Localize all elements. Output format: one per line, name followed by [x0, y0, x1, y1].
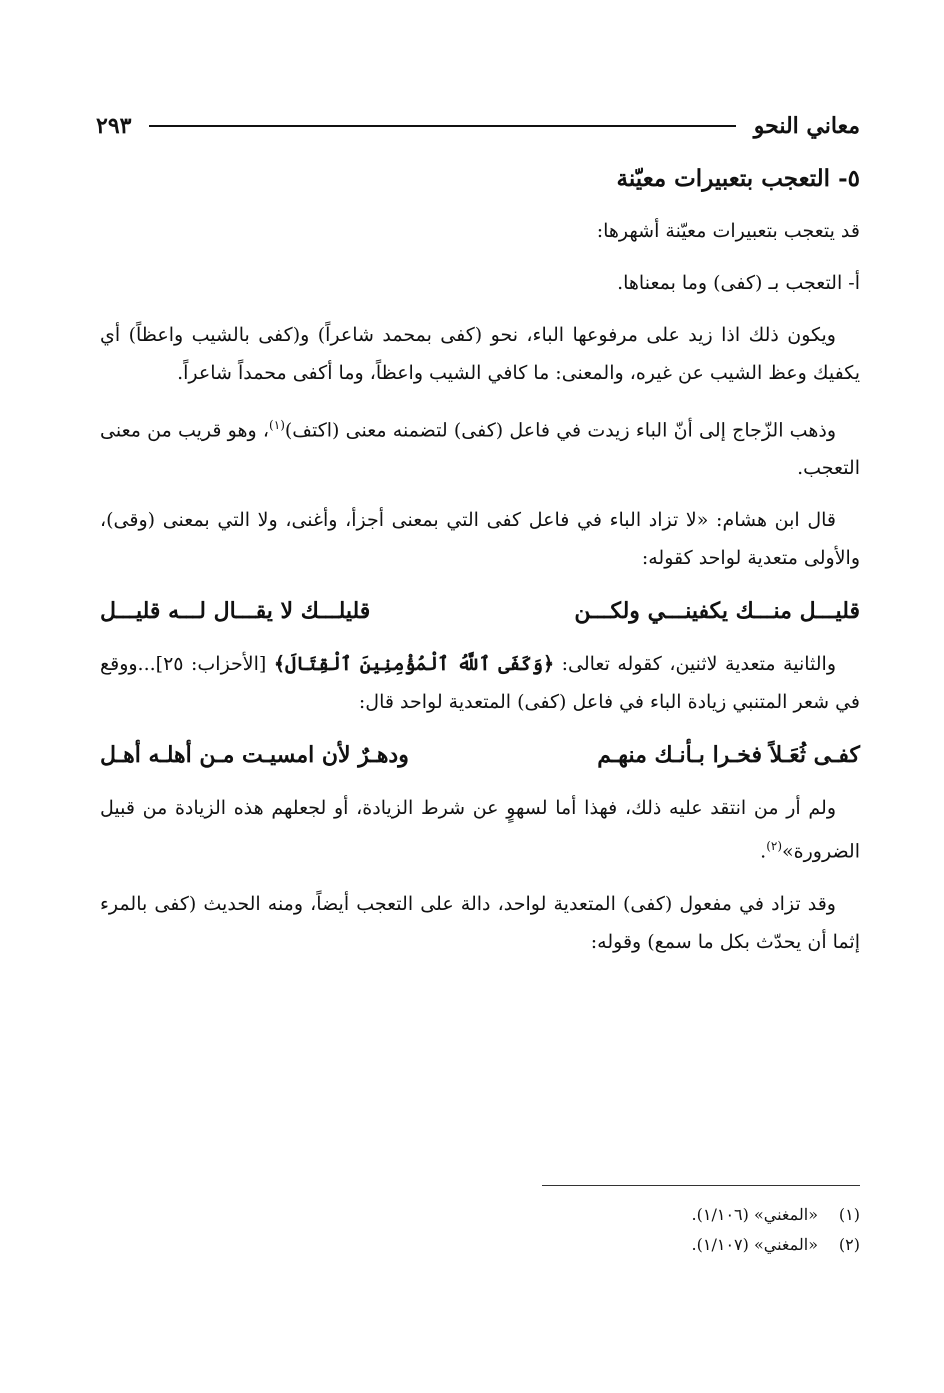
page-number: ٢٩٣ — [96, 113, 132, 139]
paragraph-quran-before: والثانية متعدية لاثنين، كقوله تعالى: — [554, 653, 836, 676]
paragraph-conclusion-end: . — [760, 840, 767, 863]
paragraph-zajjaj-tail: ، وهو قريب من معنى التعجب. — [100, 419, 860, 480]
verse-1-first-hemistich: قليـــل منـــك يكفينـــي ولكـــن — [574, 598, 860, 625]
footnote-separator — [542, 1185, 860, 1186]
paragraph-example: ويكون ذلك اذا زيد على مرفوعها الباء، نحو (كفى بمحمد شاعراً) و(كفى بالشيب واعظاً) أي يكفيك وعظ الشيب عن غيره، والمعنى: ما كافي الشيب واعظاً، وما أكفى محمداً شاعراً. — [100, 324, 860, 384]
paragraph-zajjaj-text: وذهب الزّجاج إلى أنّ الباء زيدت في فاعل (كفى) لتضمنه معنى (اكتف) — [284, 419, 836, 442]
footnote-2 — [300, 1230, 860, 1260]
poem-verse-2 — [100, 735, 860, 775]
footnote-1 — [300, 1200, 860, 1230]
running-title: معاني النحو — [753, 113, 860, 139]
paragraph-conclusion — [100, 789, 860, 870]
paragraph-hadith: وقد تزاد في مفعول (كفى) المتعدية لواحد، دالة على التعجب أيضاً، ومنه الحديث (كفى بالمرء إثما أن يحدّث بكل ما سمع) وقوله: — [100, 892, 860, 953]
paragraph-zajjaj — [100, 406, 860, 487]
section-heading: ٥- التعجب بتعبيرات معيّنة — [616, 165, 860, 192]
footnote-marker-1[interactable]: (١) — [269, 418, 285, 432]
footnote-marker-2[interactable]: (٢) — [766, 839, 783, 854]
footnote-2-text: «المغني» (١/١٠٧). — [691, 1235, 818, 1254]
paragraph-conclusion-text: ولم أر من انتقد عليه ذلك، فهذا أما لسهوٍ عن شرط الزيادة، أو لجعلهم هذه الزيادة من قبيل الضرورة» — [100, 797, 860, 863]
verse-1-second-hemistich: قليلـــك لا يقـــال لـــه قليـــل — [100, 598, 371, 625]
footnote-1-text: «المغني» (١/١٠٦). — [691, 1205, 818, 1224]
paragraph-quran-after: [الأحزاب: ٢٥]...ووقع في شعر المتنبي زيادة الباء في فاعل (كفى) المتعدية لواحد قال: — [100, 653, 860, 714]
verse-2-first-hemistich: كفـى ثُعَـلاً فخـرا بـأنـك منهـم — [597, 742, 860, 769]
page-header — [96, 108, 860, 144]
footnote-2-number: (٢) — [838, 1235, 860, 1254]
footnotes — [300, 1200, 860, 1260]
main-text — [100, 160, 860, 975]
paragraph-quran — [100, 645, 860, 721]
paragraph-subheading: أ- التعجب بـ (كفى) وما بمعناها. — [617, 272, 860, 294]
header-rule — [149, 125, 735, 127]
footnote-1-number: (١) — [838, 1205, 860, 1224]
verse-2-second-hemistich: ودهـرٌ لأن امسيـت مـن أهلـه أهـل — [100, 742, 409, 769]
poem-verse-1 — [100, 591, 860, 631]
paragraph-ibn-hisham: قال ابن هشام: «لا تزاد الباء في فاعل كفى التي بمعنى أجزأ، وأغنى، ولا التي بمعنى (وقى)، والأولى متعدية لواحد كقوله: — [100, 509, 860, 570]
paragraph-intro: قد يتعجب بتعبيرات معيّنة أشهرها: — [596, 220, 860, 242]
quran-verse: ﴿وَكَفَى ٱللَّهُ ٱلْمُؤْمِنِينَ ٱلْقِتَالَ﴾ — [273, 653, 555, 676]
